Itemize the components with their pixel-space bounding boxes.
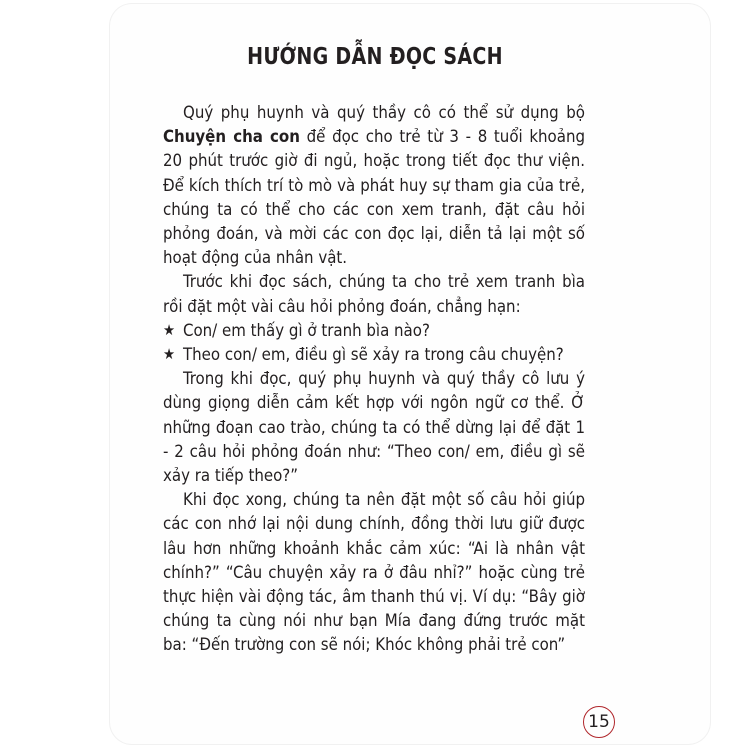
bullet-item xyxy=(163,342,585,366)
star-icon: ★ xyxy=(163,345,176,364)
bullet-text: Theo con/ em, điều gì sẽ xảy ra trong câu chuyện? xyxy=(183,344,564,365)
page-number: 15 xyxy=(583,706,615,738)
star-icon: ★ xyxy=(163,320,176,339)
paragraph-after-reading: Khi đọc xong, chúng ta nên đặt một số câu hỏi giúp các con nhớ lại nội dung chính, đồng thời lưu giữ được lâu hơn những khoảnh khắc cảm xúc: “Ai là nhân vật chính?” “Câu chuyện xảy ra ở đâu nhỉ?” hoặc cùng trẻ thực hiện vài động tác, âm thanh thú vị. Ví dụ: “Bây giờ chúng ta cùng nói như bạn Mía đang đứng trước mặt ba: “Đến trường con sẽ nói; Khóc không phải trẻ con” xyxy=(163,489,585,655)
paragraph-while-reading: Trong khi đọc, quý phụ huynh và quý thầy cô lưu ý dùng giọng diễn cảm kết hợp với ngôn ngữ cơ thể. Ở những đoạn cao trào, chúng ta có thể dừng lại để đặt 1 - 2 câu hỏi phỏng đoán như: “Theo con/ em, điều gì sẽ xảy ra tiếp theo?” xyxy=(163,368,585,486)
body-text xyxy=(163,100,585,657)
paragraph-before-reading: Trước khi đọc sách, chúng ta cho trẻ xem tranh bìa rồi đặt một vài câu hỏi phỏng đoán, chẳng hạn: xyxy=(163,271,585,316)
bullet-text: Con/ em thấy gì ở tranh bìa nào? xyxy=(183,319,430,340)
page-title: HƯỚNG DẪN ĐỌC SÁCH xyxy=(247,44,503,70)
bullet-item xyxy=(163,318,585,342)
paragraph-intro xyxy=(163,100,585,269)
paragraph-intro-end: để đọc cho trẻ từ 3 - 8 tuổi khoảng 20 phút trước giờ đi ngủ, hoặc trong tiết đọc thư viện. Để kích thích trí tò mò và phát huy sự tham gia của trẻ, chúng ta có thể cho các con xem tranh, đặt câu hỏi phỏng đoán, và mời các con đọc lại, diễn tả lại một số hoạt động của nhân vật. xyxy=(163,126,585,268)
book-series-name: Chuyện cha con xyxy=(163,126,300,147)
paragraph-intro-start: Quý phụ huynh và quý thầy cô có thể sử dụng bộ xyxy=(183,102,585,122)
